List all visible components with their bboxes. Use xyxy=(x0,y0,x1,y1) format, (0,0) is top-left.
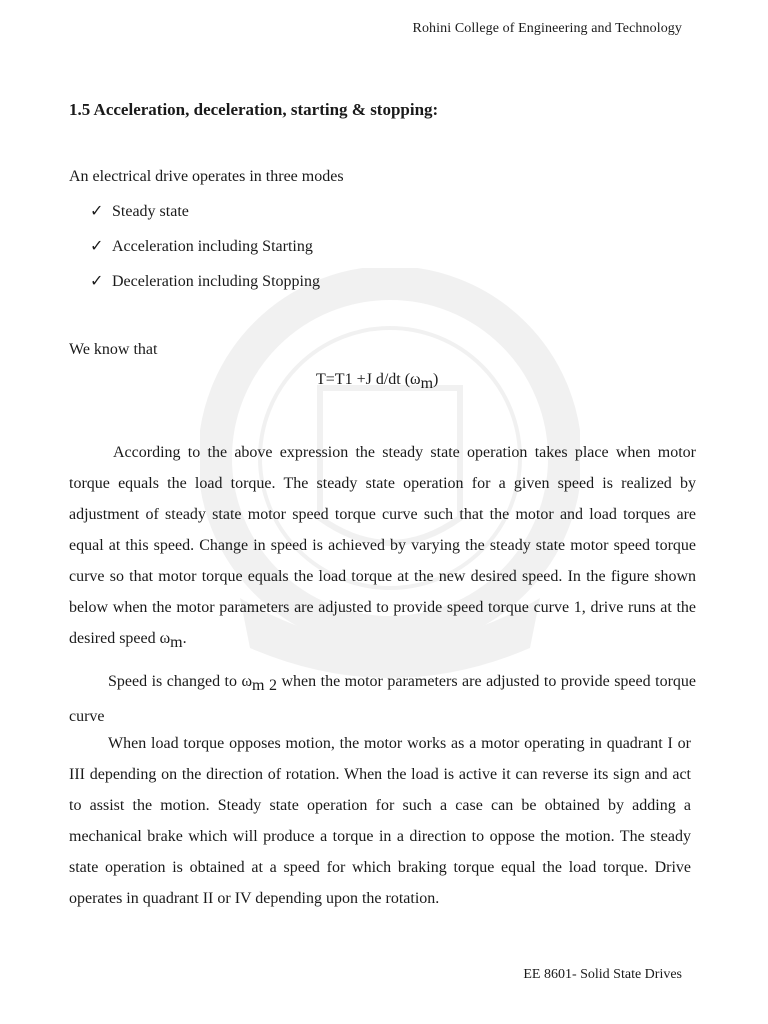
section-heading: 1.5 Acceleration, deceleration, starting & stopping: xyxy=(69,100,439,119)
paragraph-text: Speed is changed to ω xyxy=(108,673,253,690)
mode-item xyxy=(90,236,313,256)
paragraph-end: . xyxy=(182,630,187,647)
mode-label: Steady state xyxy=(112,203,189,220)
page-footer: EE 8601- Solid State Drives xyxy=(523,967,682,982)
mode-item xyxy=(90,271,320,291)
torque-equation xyxy=(316,371,439,392)
paragraph-load-torque: When load torque opposes motion, the motor works as a motor operating in quadrant I or III depending on the direction of rotation. When the load is active it can reverse its sign and act to assist the motion. Steady state operation for such a case can be obtained by adding a mechanical brake which will produce a torque in a direction to oppose the motion. The steady state operation is obtained at a speed for which braking torque equal the load torque. Drive operates in quadrant II or IV depending upon the rotation. xyxy=(69,735,691,907)
checkmark-icon: ✓ xyxy=(90,203,104,220)
paragraph-text: According to the above expression the steady state operation takes place when motor torque equals the load torque. The steady state operation for a given speed is realized by adjustment of steady state motor speed torque curve such that the motor and load torques are equal at this speed. Change in speed is achieved by varying the steady state motor speed torque curve so that motor torque equals the load torque at the new desired speed. In the figure shown below when the motor parameters are adjusted to provide speed torque curve 1, drive runs at the desired speed ω xyxy=(69,444,696,647)
equation-main: T=T1 +J d/dt (ω xyxy=(316,371,421,388)
speed-subscript: m xyxy=(170,634,183,651)
paragraph-speed-change xyxy=(69,664,696,734)
equation-subscript: m xyxy=(420,375,434,392)
checkmark-icon: ✓ xyxy=(90,273,104,290)
speed-subscript: m 2 xyxy=(252,677,277,694)
mode-item xyxy=(90,201,189,221)
paragraph-text: when the motor parameters are adjusted to provide speed torque curve xyxy=(69,673,697,725)
paragraph-steady-state xyxy=(69,437,696,654)
checkmark-icon: ✓ xyxy=(90,238,104,255)
mode-label: Deceleration including Stopping xyxy=(112,273,320,290)
we-know-text: We know that xyxy=(69,341,158,358)
page-header: Rohini College of Engineering and Technology xyxy=(412,21,682,36)
equation-close: ) xyxy=(433,371,439,388)
mode-label: Acceleration including Starting xyxy=(112,238,313,255)
intro-text: An electrical drive operates in three modes xyxy=(69,168,344,185)
